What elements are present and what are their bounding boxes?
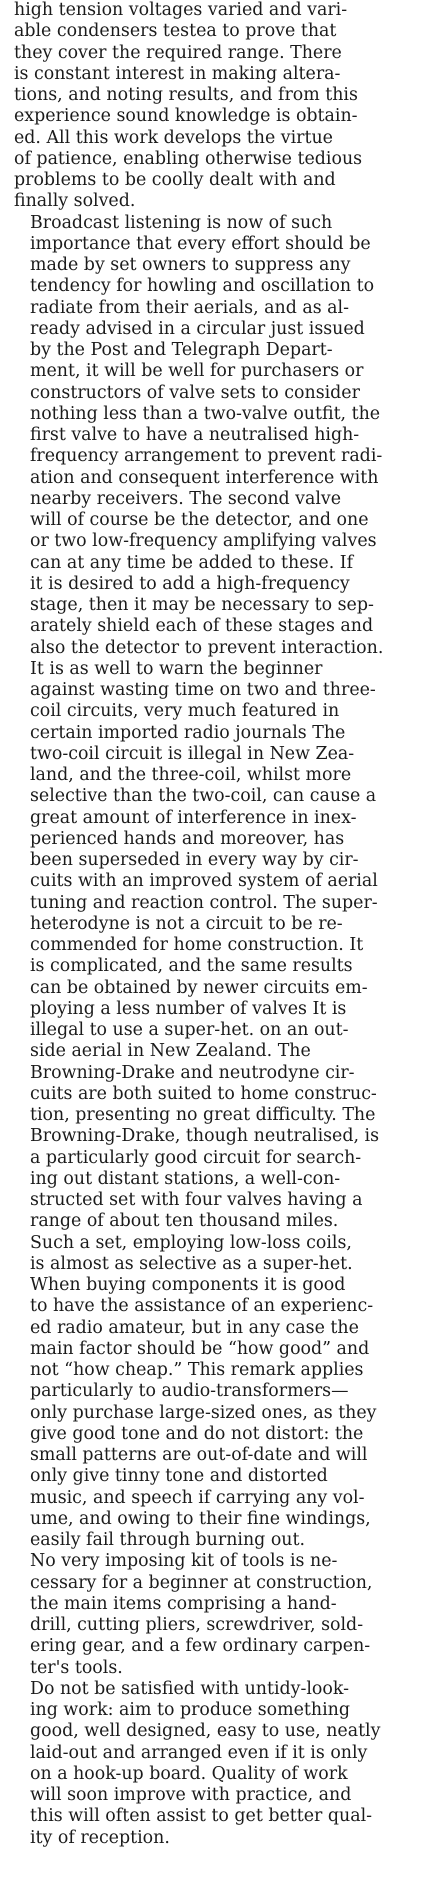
text-line: made by set owners to suppress any [30, 255, 351, 275]
text-line: range of about ten thousand miles. [30, 1211, 339, 1232]
text-line: certain imported radio journals The [30, 722, 346, 743]
text-line: Do not be satisfied with untidy-look- [30, 1678, 349, 1699]
text-line: of patience, enabling otherwise tedious [14, 148, 363, 169]
text-line: stage, then it may be necessary to sep- [30, 595, 374, 615]
text-line: great amount of interference in inex- [30, 807, 357, 828]
text-line: can at any time be added to these. If [30, 552, 354, 573]
text-line: been superseded in every way by cir- [30, 850, 359, 870]
text-line: is almost as selective as a super-het. [30, 1253, 353, 1274]
text-line: Such a set, employing low-loss coils, [30, 1232, 352, 1253]
text-line: ing out distant stations, a well-con- [30, 1168, 341, 1189]
text-line: main factor should be “how good” and [30, 1338, 370, 1359]
paragraph-2 [14, 213, 434, 659]
text-line: tion, presenting no great difficulty. The [30, 1105, 376, 1125]
text-line: ation and consequent interference with [30, 467, 379, 488]
paragraph-5 [14, 1551, 434, 1679]
text-line: tuning and reaction control. The super- [30, 892, 378, 913]
text-line: radiate from their aerials, and as al- [30, 297, 349, 318]
text-line: cessary for a beginner at construction, [30, 1572, 373, 1593]
text-line: cuits are both suited to home construc- [30, 1083, 377, 1104]
text-line: ploying a less number of valves It is [30, 998, 347, 1019]
text-line: not “how cheap.” This remark applies [30, 1360, 364, 1380]
text-line: No very imposing kit of tools is ne- [30, 1551, 338, 1572]
text-line: a particularly good circuit for search- [30, 1147, 362, 1168]
text-line: importance that every effort should be [30, 233, 371, 254]
text-line: tions, and noting results, and from this [14, 85, 358, 105]
text-line: against wasting time on two and three- [30, 680, 376, 700]
text-line: ering gear, and a few ordinary carpen- [30, 1636, 371, 1657]
text-line: give good tone and do not distort: the [30, 1423, 364, 1444]
text-line: ed radio amateur, but in any case the [30, 1317, 359, 1338]
text-line: coil circuits, very much featured in [30, 701, 340, 722]
text-line: music, and speech if carrying any vol- [30, 1487, 365, 1508]
text-line: heterodyne is not a circuit to be re- [30, 913, 343, 934]
text-line: also the detector to prevent interaction. [30, 637, 384, 658]
text-line: only give tinny tone and distorted [30, 1466, 328, 1487]
text-line: it is desired to add a high-frequency [30, 573, 350, 594]
text-line: this will often assist to get better qual- [30, 1806, 373, 1827]
paragraph-6 [14, 1679, 434, 1849]
text-line: ing work: aim to produce something [30, 1700, 351, 1720]
text-line: nothing less than a two-valve outfit, the [30, 403, 381, 424]
text-line: ed. All this work develops the virtue [14, 127, 333, 148]
text-line: structed set with four valves having a [30, 1190, 363, 1210]
text-line: will soon improve with practice, and [30, 1785, 352, 1805]
text-line: drill, cutting pliers, screwdriver, sold- [30, 1615, 364, 1635]
text-line: by the Post and Telegraph Depart- [30, 340, 333, 360]
text-line: Browning-Drake and neutrodyne cir- [30, 1062, 355, 1083]
paragraph-3 [14, 659, 434, 1275]
text-line: good, well designed, easy to use, neatly [30, 1721, 381, 1742]
text-line: can be obtained by newer circuits em- [30, 977, 368, 998]
text-line: small patterns are out-of-date and will [30, 1445, 368, 1465]
text-line: the main items comprising a hand- [30, 1593, 337, 1614]
text-line: commended for home construction. It [30, 935, 364, 955]
text-line: able condensers testea to prove that [14, 21, 337, 42]
text-line: first valve to have a neutralised high- [30, 425, 360, 445]
text-line: illegal to use a super-het. on an out- [30, 1020, 349, 1040]
text-line: selective than the two-coil, can cause a [30, 786, 377, 807]
article-column [14, 0, 434, 1849]
text-line: It is as well to warn the beginner [30, 658, 323, 679]
text-line: perienced hands and moreover, has [30, 828, 345, 849]
text-line: constructors of valve sets to consider [30, 382, 360, 403]
text-line: ter's tools. [30, 1657, 123, 1678]
text-line: problems to be coolly dealt with and [14, 170, 336, 190]
text-line: high tension voltages varied and vari- [14, 0, 348, 20]
paragraph-1 [14, 0, 434, 213]
text-line: finally solved. [14, 191, 136, 212]
text-line: experience sound knowledge is obtain- [14, 106, 358, 127]
text-line: ment, it will be well for purchasers or [30, 361, 364, 382]
text-line: ity of reception. [30, 1827, 170, 1848]
text-line: arately shield each of these stages and [30, 616, 374, 637]
text-line: frequency arrangement to prevent radi- [30, 446, 383, 467]
text-line: When buying components it is good [30, 1275, 346, 1295]
text-line: on a hook-up board. Quality of work [30, 1763, 348, 1784]
text-line: to have the assistance of an experienc- [30, 1296, 374, 1317]
text-line: ume, and owing to their fine windings, [30, 1508, 371, 1529]
text-line: easily fail through burning out. [30, 1530, 306, 1550]
text-line: will of course be the detector, and one [30, 510, 369, 530]
text-line: ready advised in a circular just issued [30, 318, 365, 339]
text-line: or two low-frequency amplifying valves [30, 531, 377, 552]
text-line: is complicated, and the same results [30, 956, 353, 977]
text-line: tendency for howling and oscillation to [30, 276, 375, 297]
text-line: nearby receivers. The second valve [30, 488, 342, 509]
text-line: they cover the required range. There [14, 42, 342, 63]
text-line: only purchase large-sized ones, as they [30, 1402, 377, 1423]
text-line: particularly to audio-transformers— [30, 1381, 349, 1402]
text-line: cuits with an improved system of aerial [30, 871, 378, 892]
text-line: Browning-Drake, though neutralised, is [30, 1126, 380, 1147]
text-line: side aerial in New Zealand. The [30, 1041, 311, 1062]
text-line: two-coil circuit is illegal in New Zea- [30, 743, 355, 764]
paragraph-4 [14, 1275, 434, 1551]
text-line: is constant interest in making altera- [14, 63, 341, 84]
text-line: land, and the three-coil, whilst more [30, 765, 352, 785]
text-line: laid-out and arranged even if it is only [30, 1742, 368, 1763]
text-line: Broadcast listening is now of such [30, 212, 333, 233]
